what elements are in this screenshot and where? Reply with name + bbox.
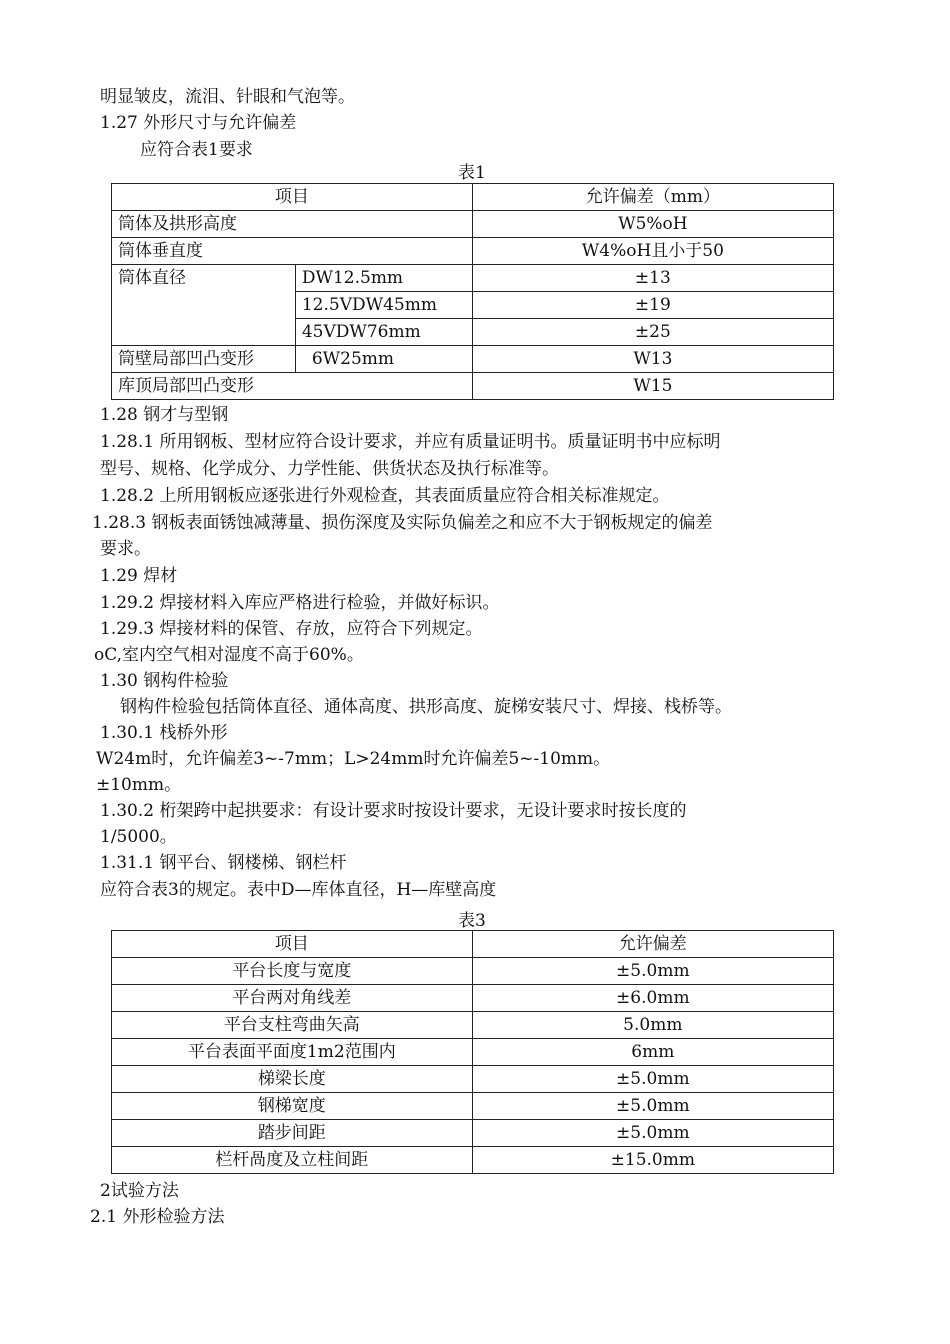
- table-cell: 平台长度与宽度: [112, 958, 473, 985]
- table-row: [112, 346, 834, 373]
- table-cell: ±6.0mm: [472, 985, 833, 1012]
- table-cell: ±25: [472, 319, 833, 346]
- section-1-29-heading: 1.29 焊材: [100, 566, 178, 586]
- table-cell: 库顶局部凹凸变形: [112, 373, 473, 400]
- section-1-31-1-heading: 1.31.1 钢平台、钢楼梯、钢栏杆: [100, 853, 347, 873]
- table-row: [112, 1066, 834, 1093]
- section-2-heading: 2试验方法: [100, 1181, 179, 1201]
- paragraph: 1.29.3 焊接材料的保管、存放，应符合下列规定。: [100, 619, 483, 639]
- paragraph: 1.28.3 钢板表面锈蚀减薄量、损伤深度及实际负偏差之和应不大于钢板规定的偏差: [92, 513, 713, 533]
- table-cell: W15: [472, 373, 833, 400]
- table1-caption: 表1: [458, 163, 486, 183]
- table-cell: 钢梯宽度: [112, 1093, 473, 1120]
- table-cell-group: 筒体直径: [112, 265, 296, 346]
- table-row: [112, 1147, 834, 1174]
- section-1-30-heading: 1.30 钢构件检验: [100, 671, 229, 691]
- table-cell: 筒体垂直度: [112, 238, 473, 265]
- table-cell: 踏步间距: [112, 1120, 473, 1147]
- table-cell: 6W25mm: [295, 346, 472, 373]
- paragraph: ±10mm。: [96, 775, 182, 795]
- table3-header-item: 项目: [112, 931, 473, 958]
- table-cell: 平台支柱弯曲矢高: [112, 1012, 473, 1039]
- paragraph-table1-ref: 应符合表1要求: [140, 140, 253, 160]
- table-cell: ±5.0mm: [472, 1093, 833, 1120]
- table-row: [112, 958, 834, 985]
- paragraph: oC,室内空气相对湿度不高于60%。: [94, 645, 364, 665]
- table-row: [112, 238, 834, 265]
- section-1-28-heading: 1.28 钢才与型钢: [100, 405, 229, 425]
- paragraph: 要求。: [100, 539, 151, 559]
- table-row: [112, 1093, 834, 1120]
- table-row: [112, 265, 834, 292]
- paragraph: 1/5000。: [100, 827, 177, 847]
- table-cell: 平台表面平面度1m2范围内: [112, 1039, 473, 1066]
- table3-header-tolerance: 允许偏差: [472, 931, 833, 958]
- table-row: [112, 1039, 834, 1066]
- table-cell: 筒壁局部凹凸变形: [112, 346, 296, 373]
- section-1-27-heading: 1.27 外形尺寸与允许偏差: [100, 113, 297, 133]
- table-1: [111, 183, 834, 400]
- paragraph: 型号、规格、化学成分、力学性能、供货状态及执行标准等。: [100, 459, 559, 479]
- table-cell: ±19: [472, 292, 833, 319]
- table-cell: W4%oH且小于50: [472, 238, 833, 265]
- paragraph: 钢构件检验包括筒体直径、通体高度、拱形高度、旋梯安装尺寸、焊接、栈桥等。: [120, 697, 732, 717]
- paragraph: 1.29.2 焊接材料入库应严格进行检验，并做好标识。: [100, 593, 500, 613]
- table3-caption: 表3: [458, 911, 486, 931]
- paragraph: 1.30.1 栈桥外形: [100, 723, 228, 743]
- table-cell: 6mm: [472, 1039, 833, 1066]
- table-cell: W5%oH: [472, 211, 833, 238]
- table-row: [112, 211, 834, 238]
- table-row: [112, 373, 834, 400]
- paragraph: W24m时，允许偏差3~-7mm；L>24mm时允许偏差5~-10mm。: [96, 749, 611, 769]
- table-cell: 筒体及拱形高度: [112, 211, 473, 238]
- table-cell: ±15.0mm: [472, 1147, 833, 1174]
- table-cell: ±5.0mm: [472, 1120, 833, 1147]
- table-cell: 5.0mm: [472, 1012, 833, 1039]
- table-cell: ±5.0mm: [472, 958, 833, 985]
- table-cell: ±13: [472, 265, 833, 292]
- table1-header-row: [112, 184, 834, 211]
- table-cell: 栏杆咼度及立柱间距: [112, 1147, 473, 1174]
- paragraph-table3-ref: 应符合表3的规定。表中D—库体直径，H—库壁高度: [100, 880, 497, 900]
- paragraph: 1.28.1 所用钢板、型材应符合设计要求，并应有质量证明书。质量证明书中应标明: [100, 432, 721, 452]
- table-row: [112, 1012, 834, 1039]
- table-cell: 平台两对角线差: [112, 985, 473, 1012]
- table-cell: DW12.5mm: [295, 265, 472, 292]
- section-2-1-heading: 2.1 外形检验方法: [90, 1207, 225, 1227]
- table-row: [112, 1120, 834, 1147]
- table-cell: ±5.0mm: [472, 1066, 833, 1093]
- table-cell: 12.5VDW45mm: [295, 292, 472, 319]
- table3-header-row: [112, 931, 834, 958]
- table1-header-tolerance: 允许偏差（mm）: [472, 184, 833, 211]
- table-cell: 梯梁长度: [112, 1066, 473, 1093]
- paragraph-1: 明显皱皮，流泪、针眼和气泡等。: [100, 87, 355, 107]
- paragraph: 1.28.2 上所用钢板应逐张进行外观检查，其表面质量应符合相关标准规定。: [100, 486, 670, 506]
- table1-header-item: 项目: [112, 184, 473, 211]
- paragraph: 1.30.2 桁架跨中起拱要求：有设计要求时按设计要求，无设计要求时按长度的: [100, 801, 687, 821]
- table-row: [112, 985, 834, 1012]
- table-cell: W13: [472, 346, 833, 373]
- table-3: [111, 930, 834, 1174]
- table-cell: 45VDW76mm: [295, 319, 472, 346]
